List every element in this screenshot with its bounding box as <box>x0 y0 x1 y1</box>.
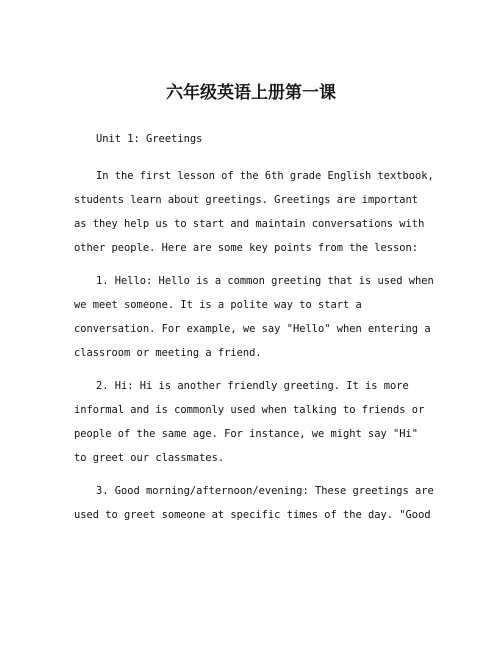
document-body <box>74 127 434 536</box>
document-title: 六年级英语上册第一课 <box>166 83 336 103</box>
point-good-morning-paragraph: 3. Good morning/afternoon/evening: These greetings are used to greet someone at specific times of the day. "Good <box>74 485 434 521</box>
unit-heading: Unit 1: Greetings <box>96 133 203 145</box>
point-hi-paragraph: 2. Hi: Hi is another friendly greeting. It is more informal and is commonly used when talking to friends or people of the same age. For instance, we might say "Hi" to greet our classmates. <box>74 380 425 464</box>
point-hello-paragraph: 1. Hello: Hello is a common greeting that is used when we meet someone. It is a polite way to start a conversation. For example, we say "Hello" when entering a classroom or meeting a friend. <box>74 275 434 359</box>
intro-paragraph: In the first lesson of the 6th grade English textbook, students learn about greetings. Greetings are important as they help us to start and maintain conversations with other people. Here are some key points from the lesson: <box>74 170 434 254</box>
